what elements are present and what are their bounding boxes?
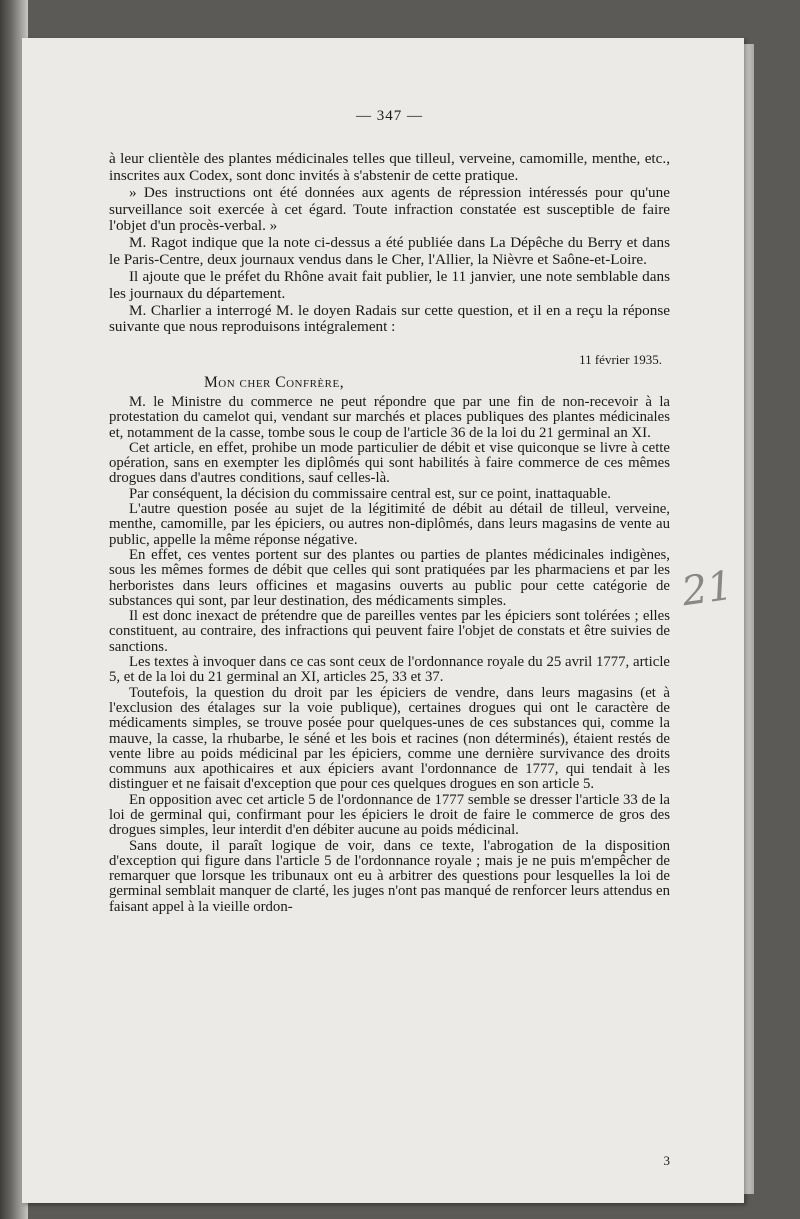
letter-paragraph: Les textes à invoquer dans ce cas sont ceux de l'ordonnance royale du 25 avril 1777, article 5, et de la loi du 21 germinal an XI, articles 25, 33 et 37.: [109, 654, 670, 686]
page-number: — 347 —: [356, 108, 423, 124]
letter-paragraph: En opposition avec cet article 5 de l'ordonnance de 1777 semble se dresser l'article 33 de la loi de germinal qui, confirmant pour les épiciers le droit de faire le commerce de gros des drogues simples, leur interdit d'en débiter aucune au poids médicinal.: [109, 791, 670, 839]
page-stack-edge: [744, 44, 754, 1194]
letter-salutation: Mon cher Confrère,: [204, 374, 345, 392]
letter-paragraph: L'autre question posée au sujet de la légitimité de débit au détail de tilleul, verveine, menthe, camomille, par les épiciers, ou autres non-diplômés, dans leurs magasins de vente au public, appelle la même réponse négative.: [109, 501, 670, 548]
letter-paragraph: Cet article, en effet, prohibe un mode particulier de débit et vise quiconque se livre à cette opération, sans en exempter les diplômés qui sont habilités à faire commerce de ces mêmes drogues dans d'autres conditions, sauf celles-là.: [109, 439, 670, 487]
letter-paragraph: M. le Ministre du commerce ne peut répondre que par une fin de non-recevoir à la protestation du camelot qui, vendant sur marchés et places publiques des plantes médicinales et, notamment de la casse, tombe sous le coup de l'article 36 de la loi du 21 germinal an XI.: [109, 393, 670, 441]
letter-body: [109, 395, 670, 915]
paragraph: M. Charlier a interrogé M. le doyen Radais sur cette question, et il en a reçu la réponse suivante que nous reproduisons intégralement :: [109, 301, 670, 336]
document-page: [22, 38, 744, 1203]
paragraph: » Des instructions ont été données aux agents de répression intéressés pour qu'une surveillance soit exercée à cet égard. Toute infraction constatée est susceptible de faire l'objet d'un procès-verbal. »: [109, 183, 670, 235]
paragraph: à leur clientèle des plantes médicinales telles que tilleul, verveine, camomille, menthe, etc., inscrites aux Codex, sont donc invités à s'abstenir de cette pratique.: [109, 150, 670, 184]
letter-paragraph: Toutefois, la question du droit par les épiciers de vendre, dans leurs magasins (et à l'exclusion des étalages sur la voie publique), certaines drogues qui ont le caractère de médicaments simples, se trouve posée pour quelques-unes de ces substances qui, comme la mauve, la casse, la rhubarbe, le séné et les bois et racines (non déterminés), étaient restés de vente libre au poids médicinal par les épiciers, comme une dernière survivance des droits communs aux apothicaires et aux épiciers avant l'ordonnance de 1777, qui tendait à les distinguer et ne faisait d'exception que pour ces quelques drogues en son article 5.: [109, 684, 670, 793]
letter-date: 11 février 1935.: [579, 352, 662, 368]
paragraph: Il ajoute que le préfet du Rhône avait fait publier, le 11 janvier, une note semblable dans les journaux du département.: [109, 267, 670, 302]
letter-paragraph: Par conséquent, la décision du commissaire central est, sur ce point, inattaquable.: [129, 485, 611, 502]
letter-paragraph: Sans doute, il paraît logique de voir, dans ce texte, l'abrogation de la disposition d'exception qui figure dans l'article 5 de l'ordonnance royale ; mais je ne puis m'empêcher de remarquer que lorsque les tribunaux ont eu à arbitrer des questions pour lesquelles la loi de germinal semblait manquer de clarté, les juges n'ont pas manqué de renforcer leurs attendus en faisant appel à la vieille ordon-: [109, 837, 670, 915]
letter-paragraph: En effet, ces ventes portent sur des plantes ou parties de plantes médicinales indigènes, sous les mêmes formes de débit que celles qui sont pratiquées par les pharmaciens et par les herboristes dans leurs officines et magasins ouverts au public pour cette catégorie de substances qui sont, par leur destination, des médicaments simples.: [109, 546, 670, 609]
signature-mark: 3: [663, 1153, 670, 1168]
letter-paragraph: Il est donc inexact de prétendre que de pareilles ventes par les épiciers sont tolérées ; elles constituent, au contraire, des infractions qui peuvent faire l'objet de constats et être suivies de sanctions.: [109, 608, 670, 655]
body-text: [109, 151, 670, 915]
paragraph: M. Ragot indique que la note ci-dessus a été publiée dans La Dépêche du Berry et dans le Paris-Centre, deux journaux vendus dans le Cher, l'Allier, la Nièvre et Saône-et-Loire.: [109, 234, 670, 269]
handwritten-margin-note: 21: [679, 562, 736, 616]
